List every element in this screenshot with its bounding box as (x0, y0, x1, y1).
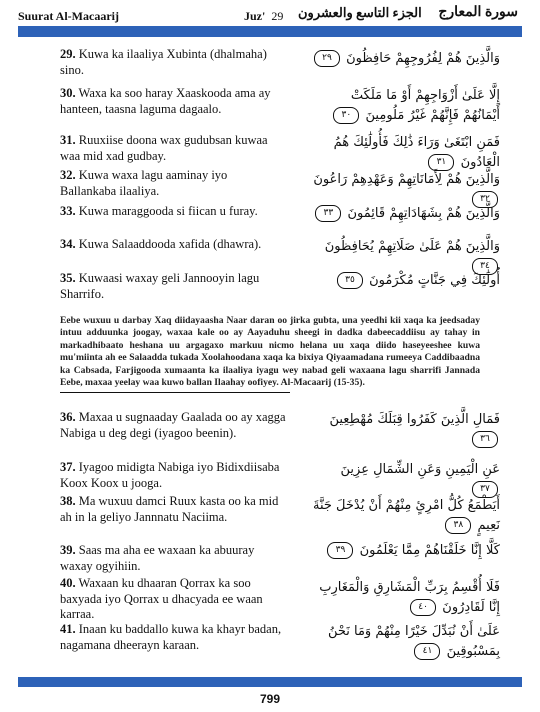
page-header (14, 4, 526, 26)
commentary-paragraph: Eebe wuxuu u darbay Xaq diidayaasha Naar daran oo jirka gubta, una yeedhi kii xaqa ka jeedsaday intuu adduunka joogay, waxaa kale oo ay Aayaduhu sheegi in dadka dabeecaddiisu ay tahay in markadhibaato heshana uu argagaxo markuu nicmo helana uu xaqa diido haseyeeshee kuwa mu'miinta ah ee Salaadda tukada Xoolahoodana xaqa ka bixiya Qiyaamadana rumeeya Caddibaadna ka Cabsada, Farjigooda xumaanta ka ilaaliya iyagu wey nabad geli waxaana lagu sharrifi Jannada Eebe, maxaa yeelay waa kuwo ballan Ilaahay oofiyey. Al-Macaarij (15-35). (60, 315, 480, 389)
arabic-verse-41: عَلَىٰ أَنْ نُبَدِّلَ خَيْرًا مِنْهُمْ وَمَا نَحْنُ بِمَسْبُوقِينَ ٤١ (327, 624, 500, 659)
arabic-verse-29: وَالَّذِينَ هُمْ لِفُرُوجِهِمْ حَافِظُونَ ٢٩ (310, 49, 500, 69)
verse-34: 34. Kuwa Salaaddooda xafida (dhawra). (60, 237, 262, 251)
verse-33: 33. Kuwa maraggooda si fiican u furay. (60, 204, 258, 218)
ayah-number-mark: ٣٧ (472, 481, 498, 498)
verse-39: 39. Saas ma aha ee waxaan ka abuuray waxay ogyihiin. (60, 543, 255, 573)
ayah-number-mark: ٣٦ (472, 431, 498, 448)
verse-38: 38. Ma wuxuu damci Ruux kasta oo ka mid ah in la geliyo Jannnatu Naciima. (60, 494, 279, 524)
verse-30: 30. Waxa ka soo haray Xaaskooda ama ay hanteen, taasna laguma dagaalo. (60, 86, 271, 116)
arabic-verse-35: أُولَٰئِكَ فِي جَنَّاتٍ مُكْرَمُونَ ٣٥ (310, 271, 500, 291)
ayah-number-mark: ٣٩ (327, 542, 353, 559)
ayah-number-mark: ٣٣ (315, 205, 341, 222)
arabic-verse-34: وَالَّذِينَ هُمْ عَلَىٰ صَلَاتِهِمْ يُحَافِظُونَ ٣٤ (310, 237, 500, 277)
arabic-verse-32: وَالَّذِينَ هُمْ لِأَمَانَاتِهِمْ وَعَهْدِهِمْ رَاعُونَ ٣٢ (310, 170, 500, 210)
arabic-verse-37: عَنِ الْيَمِينِ وَعَنِ الشِّمَالِ عِزِينَ ٣٧ (310, 460, 500, 500)
verse-36: 36. Maxaa u sugnaaday Gaalada oo ay xagga Nabiga u deg degi (iyagoo beenin). (60, 410, 286, 440)
ayah-number-mark: ٣٨ (445, 517, 471, 534)
arabic-verse-40: فَلَا أُقْسِمُ بِرَبِّ الْمَشَارِقِ وَالْمَغَارِبِ إِنَّا لَقَادِرُونَ ٤٠ (319, 580, 500, 615)
top-blue-bar (18, 26, 522, 37)
arabic-verse-33: وَالَّذِينَ هُمْ بِشَهَادَاتِهِمْ قَائِمُونَ ٣٣ (310, 204, 500, 224)
arabic-surah-title: سورة المعارج (438, 5, 518, 20)
bottom-blue-bar (18, 677, 522, 687)
arabic-verse-38: أَيَطْمَعُ كُلُّ امْرِئٍ مِنْهُمْ أَنْ يُدْخَلَ جَنَّةَ نَعِيمٍ ٣٨ (312, 498, 500, 533)
section-divider (60, 392, 290, 393)
ayah-number-mark: ٣٠ (333, 107, 359, 124)
ayah-number-mark: ٣١ (428, 154, 454, 171)
ayah-number-mark: ٣٢ (472, 191, 498, 208)
arabic-verse-31: فَمَنِ ابْتَغَىٰ وَرَاءَ ذَٰلِكَ فَأُولَٰئِكَ هُمُ الْعَادُونَ ٣١ (333, 135, 500, 170)
verse-35: 35. Kuwaasi waxay geli Jannooyin lagu Sharrifo. (60, 271, 260, 301)
verse-40: 40. Waxaan ku dhaaran Qorrax ka soo baxyada iyo Qorrax u dhacyada ee waan karraa. (60, 576, 263, 621)
page-number: 799 (259, 692, 281, 706)
surah-title: Suurat Al-Macaarij (18, 9, 119, 23)
juz-label: Juz' 29 (244, 9, 284, 23)
verse-31: 31. Ruuxiise doona wax gudubsan kuwaa waa mid xad gudbay. (60, 133, 268, 163)
arabic-juz-title: الجزء التاسع والعشرون (298, 5, 422, 20)
arabic-verse-30: إِلَّا عَلَىٰ أَزْوَاجِهِمْ أَوْ مَا مَلَكَتْ أَيْمَانُهُمْ فَإِنَّهُمْ غَيْرُ مَلُومِينَ ٣٠ (310, 86, 500, 126)
ayah-number-mark: ٢٩ (314, 50, 340, 67)
ayah-number-mark: ٤١ (414, 643, 440, 660)
arabic-verse-36: فَمَالِ الَّذِينَ كَفَرُوا قِبَلَكَ مُهْطِعِينَ ٣٦ (310, 410, 500, 450)
ayah-number-mark: ٤٠ (410, 599, 436, 616)
verse-32: 32. Kuwa waxa lagu aaminay iyo Ballankaba ilaaliya. (60, 168, 228, 198)
verse-29: 29. Kuwa ka ilaaliya Xubinta (dhalmaha) sino. (60, 47, 267, 77)
ayah-number-mark: ٣٤ (472, 258, 498, 275)
ayah-number-mark: ٣٥ (337, 272, 363, 289)
verse-41: 41. Inaan ku baddallo kuwa ka khayr badan, nagamana dheerayn karaan. (60, 622, 282, 652)
arabic-verse-39: كَلَّا إِنَّا خَلَقْنَاهُمْ مِمَّا يَعْلَمُونَ ٣٩ (310, 541, 500, 561)
verse-37: 37. Iyagoo midigta Nabiga iyo Bidixdiisaba Koox Koox u jooga. (60, 460, 280, 490)
